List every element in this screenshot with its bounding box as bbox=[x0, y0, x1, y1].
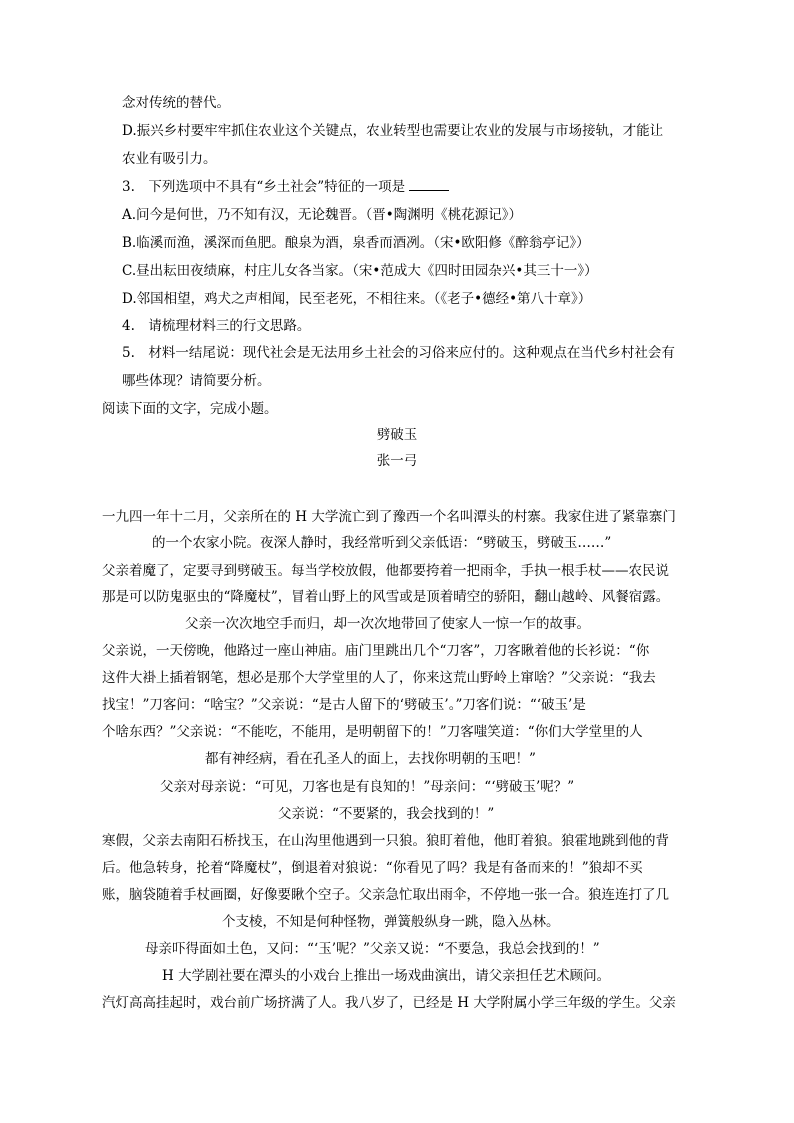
question-3-text: 3. 下列选项中不具有“乡土社会”特征的一项是 bbox=[122, 179, 406, 195]
story-line: 的一个农家小院。夜深人静时，我经常听到父亲低语：“劈破玉，劈破玉……” bbox=[152, 535, 612, 551]
story-author: 张一弓 bbox=[376, 453, 418, 469]
story-line: 后。他急转身，抡着“降魔杖”，倒退着对狼说：“你看见了吗？我是有备而来的！”狼却不买 bbox=[102, 860, 643, 876]
story-line: 找宝！”刀客问：“啥宝？”父亲说：“是古人留下的‘劈破玉’。”刀客们说：“‘破玉’是 bbox=[102, 697, 586, 713]
question-3-option-d: D.邻国相望，鸡犬之声相闻，民至老死，不相往来。（《老子•德经•第八十章》） bbox=[122, 291, 592, 307]
story-line: 父亲说：“不要紧的，我会找到的！” bbox=[278, 806, 495, 822]
answer-blank[interactable] bbox=[409, 176, 449, 191]
question-3 bbox=[122, 176, 449, 198]
question-4: 4. 请梳理材料三的行文思路。 bbox=[122, 318, 311, 334]
story-line: 都有神经病，看在孔圣人的面上，去找你明朝的玉吧！” bbox=[205, 751, 536, 767]
question-3-option-a: A.问今是何世，乃不知有汉，无论魏晋。（晋•陶渊明《桃花源记》） bbox=[122, 207, 523, 223]
story-line: 那是可以防鬼驱虫的“降魔杖”，冒着山野上的风雪或是顶着晴空的骄阳，翻山越岭、风餐宿露。 bbox=[102, 589, 670, 605]
story-line: 个啥东西？”父亲说：“不能吃，不能用，是明朝留下的！”刀客嗤笑道：“你们大学堂里的人 bbox=[102, 724, 643, 740]
story-line: 汽灯高高挂起时，戏台前广场挤满了人。我八岁了，已经是 H 大学附属小学三年级的学生。父亲 bbox=[102, 995, 676, 1011]
question-5-line-2: 哪些体现？请简要分析。 bbox=[122, 373, 271, 389]
story-line: 父亲一次次地空手而归，却一次次地带回了使家人一惊一乍的故事。 bbox=[185, 616, 590, 632]
story-line: 父亲着魔了，定要寻到劈破玉。每当学校放假，他都要挎着一把雨伞，手执一根手杖——农民说 bbox=[102, 563, 669, 579]
story-line: H 大学剧社要在潭头的小戏台上推出一场戏曲演出，请父亲担任艺术顾问。 bbox=[162, 968, 611, 984]
question-3-option-c: C.昼出耘田夜绩麻，村庄儿女各当家。（宋•范成大《四时田园杂兴•其三十一》） bbox=[122, 263, 598, 279]
story-line: 账，脑袋随着手杖画圈，好像要瞅个空子。父亲急忙取出雨伞，不停地一张一合。狼连连打了几 bbox=[102, 887, 669, 903]
story-line: 父亲对母亲说：“可见，刀客也是有良知的！”母亲问：“‘劈破玉’呢？” bbox=[160, 779, 575, 795]
option-d-line-1: D.振兴乡村要牢牢抓住农业这个关键点，农业转型也需要让农业的发展与市场接轨，才能让 bbox=[122, 123, 664, 139]
question-3-option-b: B.临溪而渔，溪深而鱼肥。酿泉为酒，泉香而酒冽。（宋•欧阳修《醉翁亭记》） bbox=[122, 235, 590, 251]
question-5-line-1: 5. 材料一结尾说：现代社会是无法用乡土社会的习俗来应付的。这种观点在当代乡村社会有 bbox=[122, 345, 675, 361]
option-d-line-2: 农业有吸引力。 bbox=[122, 151, 217, 167]
reading-intro: 阅读下面的文字，完成小题。 bbox=[102, 401, 278, 417]
story-line: 个支棱，不知是何种怪物，弹簧般纵身一跳，隐入丛林。 bbox=[222, 914, 560, 930]
option-c-tail: 念对传统的替代。 bbox=[122, 95, 230, 111]
story-line: 一九四一年十二月，父亲所在的 H 大学流亡到了豫西一个名叫潭头的村寨。我家住进了紧靠寨门 bbox=[102, 509, 676, 525]
story-line: 这件大褂上插着钢笔，想必是那个大学堂里的人了，你来这荒山野岭上窜啥？”父亲说：“我去 bbox=[102, 670, 656, 686]
story-line: 父亲说，一天傍晚，他路过一座山神庙。庙门里跳出几个“刀客”，刀客瞅着他的长衫说：“你 bbox=[102, 643, 650, 659]
story-line: 母亲吓得面如土色，又问：“‘玉’呢？”父亲又说：“不要急，我总会找到的！” bbox=[145, 941, 600, 957]
story-title: 劈破玉 bbox=[376, 427, 418, 443]
story-line: 寒假，父亲去南阳石桥找玉，在山沟里他遇到一只狼。狼盯着他，他盯着狼。狼霍地跳到他的背 bbox=[102, 833, 669, 849]
